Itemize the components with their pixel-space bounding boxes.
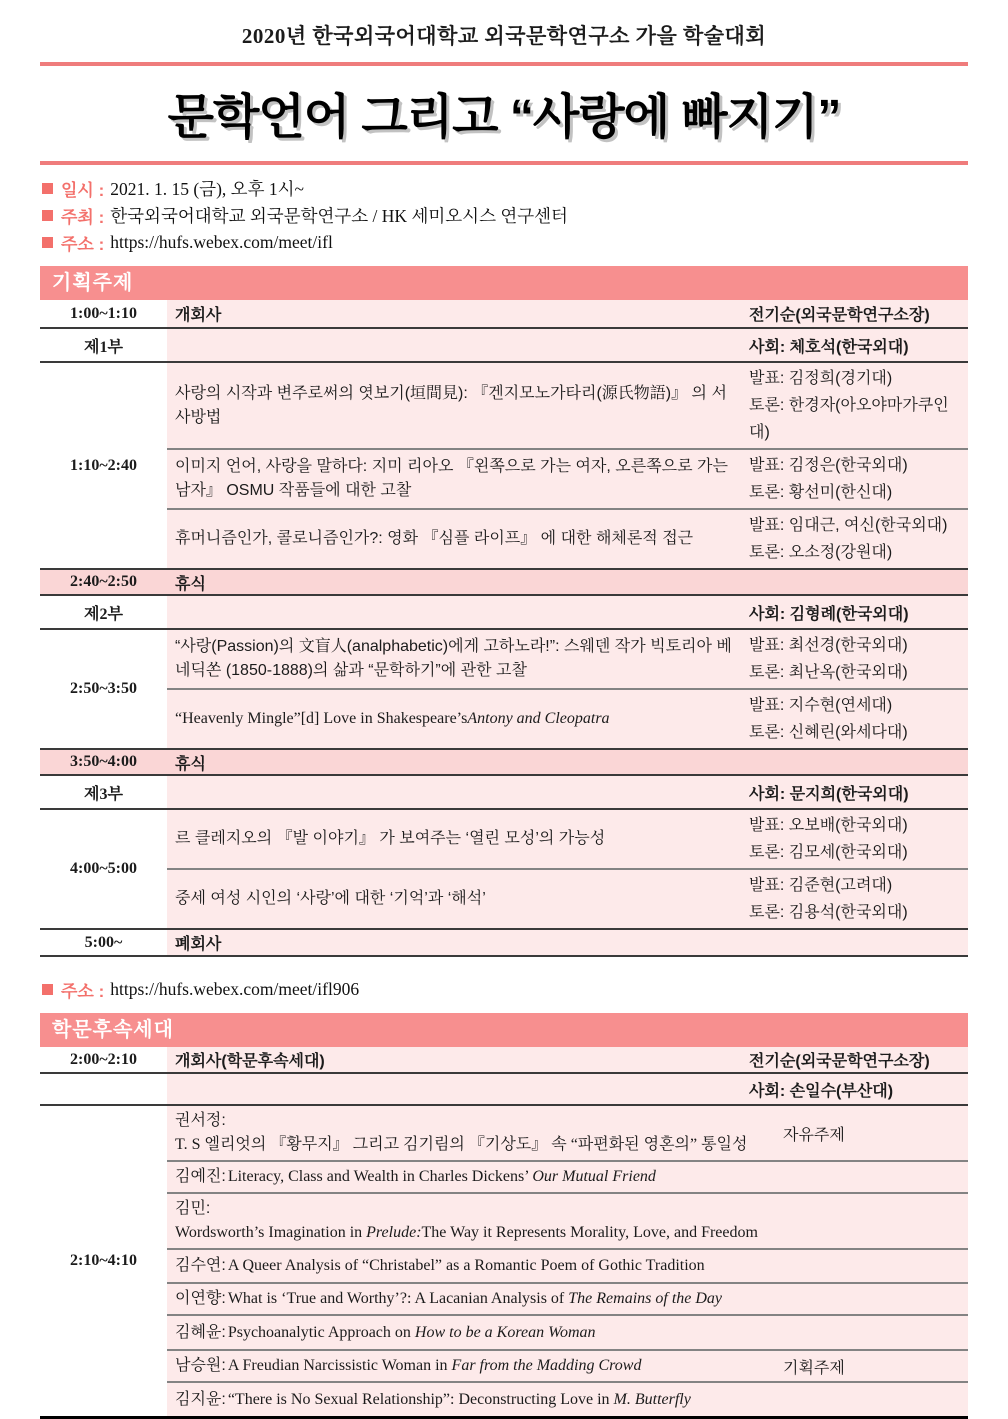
presenter-cell <box>745 810 968 868</box>
student-title <box>167 1383 783 1416</box>
table-row-chair-2 <box>40 1074 968 1106</box>
topic-tag <box>783 1250 968 1282</box>
table-row-part2 <box>40 596 968 630</box>
student-paper-title: What is ‘True and Worthy’?: A Lacanian Analysis of The Remains of the Day <box>227 1290 723 1307</box>
presenter-cell <box>745 630 968 688</box>
empty-cell <box>167 1074 745 1104</box>
info-address-2 <box>42 976 968 1003</box>
talk-row <box>167 630 968 690</box>
time-cell: 2:10~4:10 <box>40 1106 167 1416</box>
student-title <box>167 1162 783 1192</box>
section-band-next-generation: 학문후속세대 <box>40 1013 968 1047</box>
second-address <box>40 966 968 1009</box>
student-name: 김예진: <box>175 1168 226 1185</box>
student-name: 김지윤: <box>175 1390 226 1408</box>
chair-cell: 사회: 체호석(한국외대) <box>745 329 968 361</box>
presenter-cell <box>745 870 968 928</box>
event-info <box>40 165 968 262</box>
info-label: 주소 : <box>61 235 105 254</box>
break-label: 휴식 <box>167 570 968 594</box>
discussant: 토론: 황선미(한신대) <box>749 484 893 501</box>
presenter-cell <box>745 690 968 748</box>
info-address <box>42 229 968 256</box>
time-cell: 2:50~3:50 <box>40 630 167 748</box>
event-subtitle: 2020년 한국외국어대학교 외국문학연구소 가을 학술대회 <box>241 24 767 48</box>
student-paper-title: Psychoanalytic Approach on How to be a Korean Woman <box>227 1323 596 1341</box>
discussant: 토론: 한경자(아오야마가쿠인대) <box>749 397 949 441</box>
student-name: 김수연: <box>175 1257 226 1274</box>
student-row <box>167 1351 968 1383</box>
talk-title: 휴머니즘인가, 콜로니즘인가?: 영화 『심플 라이프』 에 대한 해체론적 접근 <box>167 510 745 568</box>
time-cell: 2:40~2:50 <box>40 570 167 594</box>
empty-cell <box>167 329 745 361</box>
topic-tag <box>783 1284 968 1314</box>
empty-cell <box>167 776 745 808</box>
event-title: 문학언어 그리고 “사랑에 빠지기” <box>167 91 841 144</box>
chair-cell: 사회: 김형례(한국외대) <box>745 596 968 628</box>
talk-list <box>167 630 968 748</box>
presenter: 발표: 김정은(한국외대) <box>749 457 908 474</box>
program-table-planned <box>40 300 968 957</box>
presenter-cell <box>745 450 968 508</box>
talk-row <box>167 690 968 748</box>
empty-cell <box>745 930 968 955</box>
discussant: 토론: 최난옥(한국외대) <box>749 664 908 681</box>
section-band-planned-topic: 기획주제 <box>40 266 968 300</box>
student-name: 권서정: <box>175 1112 226 1129</box>
student-title <box>167 1194 783 1248</box>
student-paper-title: “There is No Sexual Relationship”: Deconstructing Love in M. Butterfly <box>227 1390 691 1408</box>
break-label: 휴식 <box>167 750 968 774</box>
chair-cell: 사회: 손일수(부산대) <box>745 1074 968 1104</box>
student-row <box>167 1383 968 1416</box>
topic-tag <box>783 1162 968 1192</box>
table-row-block2 <box>40 630 968 750</box>
bullet-square-icon <box>42 237 53 248</box>
topic-tag: 기획주제 <box>783 1351 968 1381</box>
student-row <box>167 1316 968 1351</box>
time-cell: 5:00~ <box>40 930 167 955</box>
empty-cell <box>40 1074 167 1104</box>
talk-title: 사랑의 시작과 변주로써의 엿보기(垣間見): 『겐지모노가타리(源氏物語)』 의 서사방법 <box>167 363 745 448</box>
student-title <box>167 1316 783 1349</box>
bullet-square-icon <box>42 183 53 194</box>
empty-cell <box>167 596 745 628</box>
talk-row <box>167 363 968 450</box>
session-title: 개회사(학문후속세대) <box>167 1047 745 1072</box>
info-label: 주소 : <box>61 982 105 1001</box>
student-paper-title: A Queer Analysis of “Christabel” as a Romantic Poem of Gothic Tradition <box>227 1257 705 1274</box>
talk-title: 이미지 언어, 사랑을 말하다: 지미 리아오 『왼쪽으로 가는 여자, 오른쪽으로 가는 남자』 OSMU 작품들에 대한 고찰 <box>167 450 745 508</box>
talk-row <box>167 810 968 870</box>
student-paper-title: Wordsworth’s Imagination in Prelude:The Way it Represents Morality, Love, and Freedom <box>175 1224 758 1241</box>
student-row <box>167 1284 968 1316</box>
presenter-cell <box>745 510 968 568</box>
discussant: 토론: 오소정(강원대) <box>749 544 893 561</box>
student-name: 김혜윤: <box>175 1323 226 1341</box>
presenter: 발표: 최선경(한국외대) <box>749 637 908 654</box>
student-talk-list <box>167 1106 968 1416</box>
speaker-cell: 전기순(외국문학연구소장) <box>745 300 968 327</box>
presenter: 발표: 지수현(연세대) <box>749 697 893 714</box>
discussant: 토론: 김모세(한국외대) <box>749 844 908 861</box>
topic-tag <box>783 1316 968 1349</box>
student-row <box>167 1194 968 1250</box>
talk-title: “Heavenly Mingle”[d] Love in Shakespeare’s Antony and Cleopatra <box>167 690 745 748</box>
student-row <box>167 1162 968 1194</box>
topic-tag: 자유주제 <box>783 1106 968 1160</box>
discussant: 토론: 신혜린(와세다대) <box>749 724 908 741</box>
talk-row <box>167 870 968 928</box>
time-cell: 4:00~5:00 <box>40 810 167 928</box>
student-paper-title: A Freudian Narcissistic Woman in Far from the Madding Crowd <box>227 1357 642 1374</box>
student-title <box>167 1351 783 1381</box>
meeting-url-link-2[interactable]: https://hufs.webex.com/meet/ifl906 <box>110 979 360 999</box>
session-title: 개회사 <box>167 300 745 327</box>
time-cell: 3:50~4:00 <box>40 750 167 774</box>
session-title: 폐회사 <box>167 930 745 955</box>
table-row-break1 <box>40 570 968 596</box>
table-row-part1 <box>40 329 968 363</box>
student-title <box>167 1284 783 1314</box>
student-name: 남승원: <box>175 1357 226 1374</box>
talk-title: “사랑(Passion)의 文盲人(analphabetic)에게 고하노라!”: 스웨덴 작가 빅토리아 베네딕쏜 (1850-1888)의 삶과 “문학하기”에 관한 고찰 <box>167 630 745 688</box>
student-title <box>167 1250 783 1282</box>
info-datetime <box>42 175 968 202</box>
part-label: 제3부 <box>40 776 167 808</box>
part-label: 제2부 <box>40 596 167 628</box>
table-row-opening-2 <box>40 1047 968 1074</box>
talk-title: 르 클레지오의 『발 이야기』 가 보여주는 ‘열린 모성’의 가능성 <box>167 810 745 868</box>
presenter: 발표: 오보배(한국외대) <box>749 817 908 834</box>
bullet-square-icon <box>42 984 53 995</box>
time-cell: 2:00~2:10 <box>40 1047 167 1072</box>
chair-cell: 사회: 문지희(한국외대) <box>745 776 968 808</box>
talk-list <box>167 810 968 928</box>
info-value: 2021. 1. 15 (금), 오후 1시~ <box>110 179 304 199</box>
presenter-cell <box>745 363 968 448</box>
info-label: 주최 : <box>61 208 105 227</box>
table-row-closing <box>40 930 968 957</box>
presenter: 발표: 임대근, 여신(한국외대) <box>749 517 948 534</box>
presenter: 발표: 김정희(경기대) <box>749 370 893 387</box>
student-paper-title: T. S 엘리엇의 『황무지』 그리고 김기림의 『기상도』 속 “파편화된 영혼의” 통일성 <box>175 1136 748 1153</box>
table-row-part3 <box>40 776 968 810</box>
discussant: 토론: 김용석(한국외대) <box>749 904 908 921</box>
student-row <box>167 1106 968 1162</box>
bullet-square-icon <box>42 210 53 221</box>
meeting-url-link[interactable]: https://hufs.webex.com/meet/ifl <box>110 232 333 252</box>
student-row <box>167 1250 968 1284</box>
student-name: 이연향: <box>175 1290 226 1307</box>
talk-title: 중세 여성 시인의 ‘사랑’에 대한 ‘기억’과 ‘해석’ <box>167 870 745 928</box>
time-cell: 1:10~2:40 <box>40 363 167 568</box>
table-row-student-block <box>40 1106 968 1416</box>
info-value: 한국외국어대학교 외국문학연구소 / HK 세미오시스 연구센터 <box>110 206 568 226</box>
topic-tag <box>783 1383 968 1416</box>
talk-row <box>167 450 968 510</box>
talk-row <box>167 510 968 568</box>
talk-list <box>167 363 968 568</box>
info-host <box>42 202 968 229</box>
student-paper-title: Literacy, Class and Wealth in Charles Dickens’ Our Mutual Friend <box>227 1168 656 1185</box>
topic-tag <box>783 1194 968 1248</box>
table-row-opening <box>40 300 968 329</box>
table-row-break2 <box>40 750 968 776</box>
program-table-next-generation <box>40 1047 968 1419</box>
time-cell: 1:00~1:10 <box>40 300 167 327</box>
presenter: 발표: 김준현(고려대) <box>749 877 893 894</box>
speaker-cell: 전기순(외국문학연구소장) <box>745 1047 968 1072</box>
student-name: 김민: <box>175 1200 211 1217</box>
part-label: 제1부 <box>40 329 167 361</box>
student-title <box>167 1106 783 1160</box>
table-row-block3 <box>40 810 968 930</box>
info-label: 일시 : <box>61 181 105 200</box>
table-row-block1 <box>40 363 968 570</box>
